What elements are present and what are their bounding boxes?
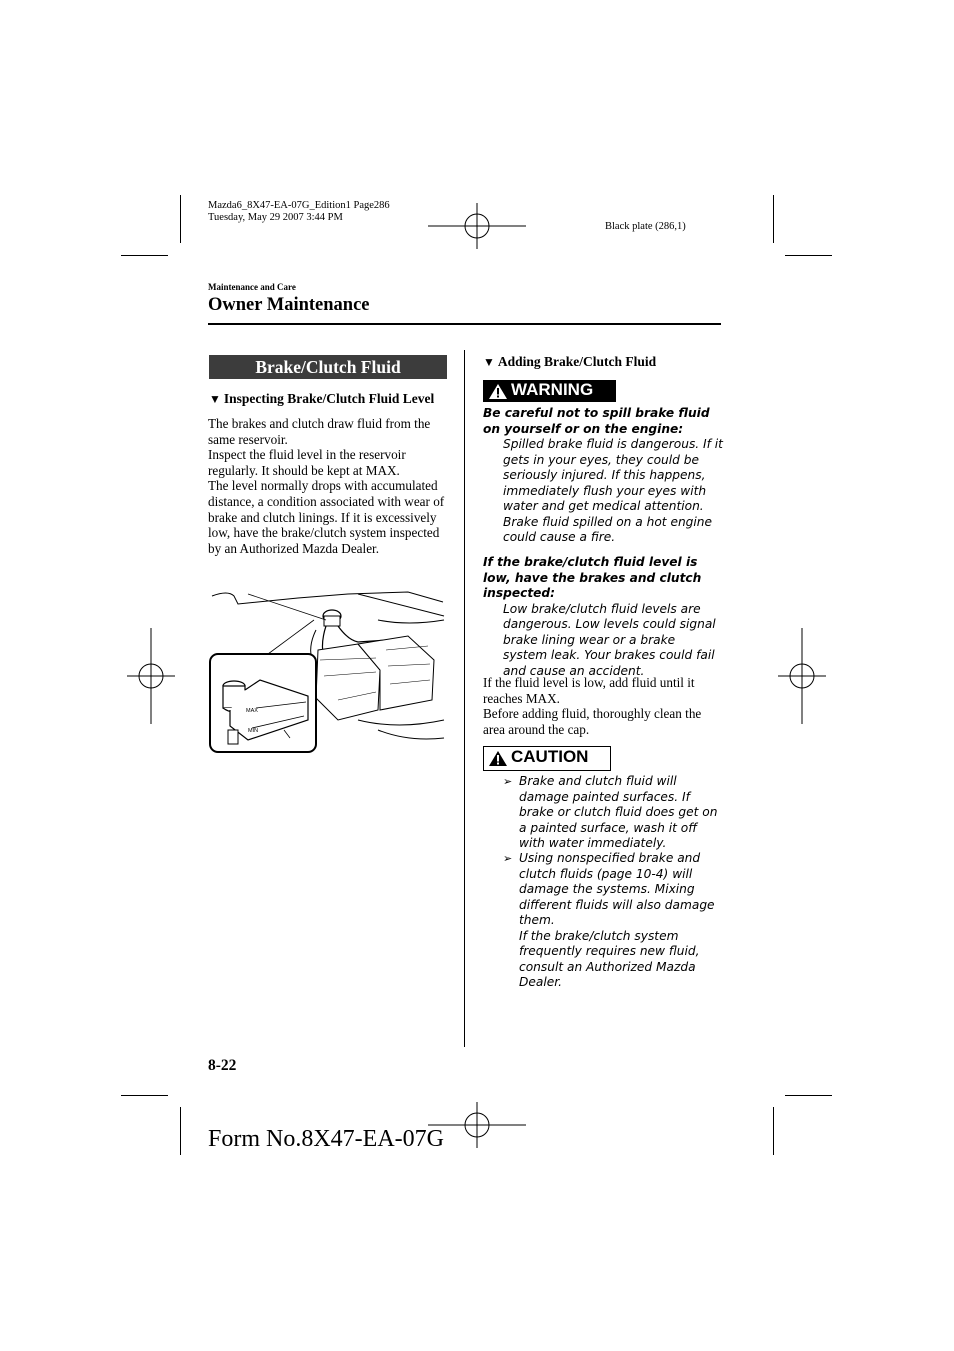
section-heading-bar: Brake/Clutch Fluid (209, 355, 447, 379)
column-divider (464, 350, 465, 1047)
subheading-adding (483, 354, 733, 370)
arrow-bullet-icon: ➢ (503, 852, 513, 865)
warning-text: Spilled brake fluid is dangerous. If it gets in your eyes, they could be seriously injured. If this happens, immediately flush your eyes with water and get medical attention. Brake fluid spilled on a hot engine could cause a fire. (503, 437, 723, 544)
print-meta (208, 200, 390, 224)
page-number: 8-22 (208, 1057, 237, 1074)
subheading-adding-text: Adding Brake/Clutch Fluid (497, 354, 657, 369)
plate-label: Black plate (286,1) (605, 221, 686, 232)
caution-text: Using nonspecified brake and clutch fluids (page 10-4) will damage the systems. Mixing different fluids will also damage them. (519, 851, 715, 927)
caution-label-box (483, 746, 611, 771)
adding-body (483, 675, 723, 737)
warning-triangle-icon (488, 383, 508, 400)
inspecting-body (208, 416, 450, 556)
print-meta-line1: Mazda6_8X47-EA-07G_Edition1 Page286 (208, 200, 390, 211)
warning-label: WARNING (511, 380, 594, 399)
caution-triangle-icon (488, 750, 508, 767)
caution-bullet-1 (519, 774, 723, 852)
triangle-down-icon: ▼ (209, 392, 221, 406)
caution-text: Brake and clutch fluid will damage painted surfaces. If brake or clutch fluid does get on a painted surface, wash it off with water immediately. (519, 774, 718, 850)
triangle-down-icon: ▼ (483, 355, 495, 369)
warning-text: Low brake/clutch fluid levels are dangerous. Low levels could signal brake lining wear or a brake system leak. Your brakes could fail and cause an accident. (503, 601, 716, 678)
paragraph: Before adding fluid, thoroughly clean the area around the cap. (483, 706, 702, 737)
paragraph: The level normally drops with accumulated distance, a condition associated with wear of brake and clutch linings. If it is excessively low, have the brake/clutch system inspected by an Authorized Mazda Dealer. (208, 478, 445, 556)
caution-label: CAUTION (511, 747, 589, 766)
warning-item-1 (483, 406, 723, 546)
caution-bullet-2 (519, 851, 723, 991)
paragraph: Inspect the fluid level in the reservoir regularly. It should be kept at MAX. (208, 447, 406, 478)
warning-label-box (483, 380, 616, 402)
warning-lead: Be careful not to spill brake fluid on yourself or on the engine: (483, 406, 710, 436)
subheading-inspecting (209, 391, 454, 407)
max-level-label: MAX (246, 708, 258, 714)
registration-mark-top-icon (428, 203, 526, 249)
subheading-inspecting-text: Inspecting Brake/Clutch Fluid Level (223, 391, 435, 406)
registration-mark-right-icon (778, 628, 826, 724)
form-number: Form No.8X47-EA-07G (208, 1126, 444, 1152)
min-level-label: MIN (248, 728, 259, 734)
page-title: Owner Maintenance (208, 295, 370, 315)
arrow-bullet-icon: ➢ (503, 775, 513, 788)
paragraph: The brakes and clutch draw fluid from the same reservoir. (208, 416, 431, 447)
registration-mark-left-icon (127, 628, 175, 724)
print-meta-line2: Tuesday, May 29 2007 3:44 PM (208, 212, 343, 223)
warning-lead: If the brake/clutch fluid level is low, have the brakes and clutch inspected: (483, 555, 702, 600)
brake-fluid-reservoir-illustration (208, 580, 448, 758)
header-rule (208, 323, 721, 325)
section-label: Maintenance and Care (208, 282, 296, 292)
caution-note: If the brake/clutch system frequently requires new fluid, consult an Authorized Mazda Dealer. (519, 928, 700, 989)
warning-item-2 (483, 555, 723, 679)
paragraph: If the fluid level is low, add fluid until it reaches MAX. (483, 675, 695, 706)
